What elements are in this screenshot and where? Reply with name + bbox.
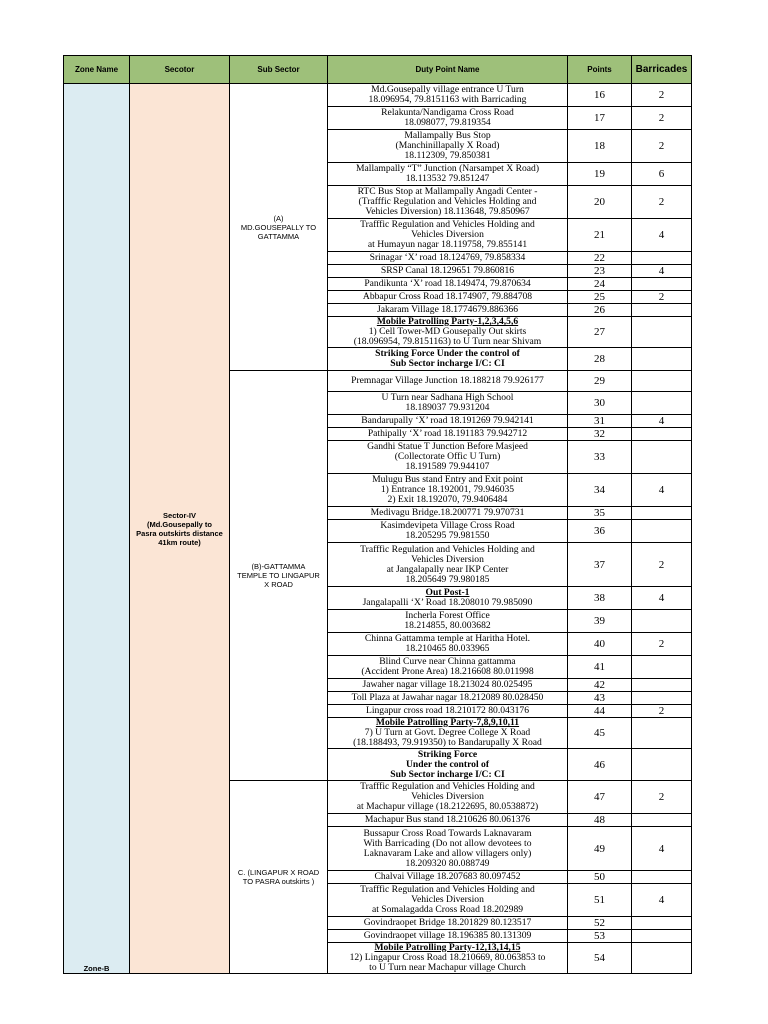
duty-point-text-line: 1) Entrance 18.192001, 79.946035 [380,484,515,495]
duty-point-text-line: Abbapur Cross Road 18.174907, 79.884708 [362,291,533,302]
barricades-cell [632,871,692,884]
duty-point-text-line: 18.191589 79.944107 [405,461,490,472]
duty-point-text-line: Trafffic Regulation and Vehicles Holding and [360,884,535,895]
duty-point-text-line: at Machapur village (18.2122695, 80.0538872) [356,801,539,812]
duty-point-text-line: RTC Bus Stop at Mallampally Angadi Center - [357,186,538,197]
duty-point-cell [328,163,568,186]
duty-point-text-line: (18.096954, 79.8151163) to U Turn near Shivam [353,336,542,347]
zone-name-header: Zone Name [64,56,130,84]
points-cell: 38 [568,587,632,610]
duty-point-text-line: Incherla Forest Office [405,610,490,621]
barricades-cell: 4 [632,587,692,610]
points-cell: 39 [568,610,632,633]
duty-point-cell [328,474,568,507]
barricades-cell [632,520,692,543]
duty-point-text-line: at Humayun nagar 18.119758, 79.855141 [367,239,528,250]
points-cell: 28 [568,348,632,371]
duty-point-text-line: Jakaram Village 18.1774679.886366 [377,304,518,315]
barricades-cell: 2 [632,130,692,163]
barricades-cell [632,679,692,692]
duty-point-name-header: Duty Point Name [328,56,568,84]
points-cell: 42 [568,679,632,692]
points-cell: 45 [568,718,632,749]
duty-point-text-line: 2) Exit 18.192070, 79.9406484 [387,494,508,505]
sector-label-line: Pasra outskirts distance [136,528,223,538]
points-cell: 46 [568,749,632,781]
duty-points-table [63,55,692,974]
duty-point-cell [328,656,568,679]
points-cell: 51 [568,884,632,917]
barricades-cell [632,392,692,415]
duty-point-text-line: Vehicles Diversion [411,791,484,802]
duty-point-text-line: Under the control of [405,758,490,770]
duty-point-cell [328,781,568,814]
duty-point-text-line: Mobile Patrolling Party-1,2,3,4,5,6 [376,316,519,327]
barricades-cell: 4 [632,265,692,278]
duty-point-text-line: Striking Force [417,748,478,760]
duty-point-cell [328,507,568,520]
duty-point-text-line: Sub Sector incharge I/C: CI [390,768,505,780]
duty-point-text-line: Striking Force Under the control of [375,348,520,359]
duty-point-text-line: Trafffic Regulation and Vehicles Holding and [360,219,535,230]
zone-name: Zone-B [83,964,110,973]
table-body [64,84,692,974]
barricades-cell: 2 [632,107,692,130]
points-cell: 50 [568,871,632,884]
points-cell: 44 [568,705,632,718]
duty-point-text-line: SRSP Canal 18.129651 79.860816 [380,265,515,276]
barricades-cell [632,930,692,943]
duty-point-text-line: 18.205649 79.980185 [405,573,490,585]
points-cell: 52 [568,917,632,930]
points-cell: 47 [568,781,632,814]
duty-point-text-line: Vehicles Diversion [411,553,484,565]
duty-point-text-line: (Accident Prone Area) 18.216608 80.011998 [361,666,534,677]
duty-point-cell [328,814,568,827]
barricades-cell: 2 [632,84,692,107]
points-cell: 43 [568,692,632,705]
duty-point-text-line: Lingapur cross road 18.210172 80.043176 [365,705,530,716]
duty-point-text-line: With Barricading (Do not allow devotees to [363,837,532,849]
sub-sector-cell [230,781,328,974]
sub-sector-label-line: (A) [273,213,284,223]
duty-point-text-line: Chalvai Village 18.207683 80.097452 [374,871,521,882]
sub-sector-header: Sub Sector [230,56,328,84]
duty-point-cell [328,186,568,219]
duty-point-cell [328,943,568,974]
barricades-cell [632,814,692,827]
points-cell: 36 [568,520,632,543]
duty-point-text-line: 18.112309, 79.850381 [404,150,491,161]
duty-point-cell [328,587,568,610]
sub-sector-label-line: TO PASRA outskirts ) [242,877,315,886]
duty-point-text-line: Jangalapalli ‘X’ Road 18.208010 79.985090 [362,597,533,608]
barricades-cell [632,348,692,371]
barricades-cell [632,441,692,474]
barricades-cell: 2 [632,291,692,304]
barricades-header: Barricades [632,56,692,84]
points-cell: 37 [568,543,632,587]
duty-point-text-line: 18.098077, 79.819354 [404,117,491,128]
duty-point-text-line: Mallampally “T” Junction (Narsampet X Road) [355,163,540,174]
sector-header: Secotor [130,56,230,84]
duty-point-text-line: 18.210465 80.033965 [405,643,490,654]
duty-point-text-line: 1) Cell Tower-MD Gousepally Out skirts [368,326,527,337]
duty-point-cell [328,219,568,252]
barricades-cell [632,749,692,781]
duty-point-text-line: (Collectorate Offic U Turn) [394,451,501,462]
duty-point-text-line: 12) Lingapur Cross Road 18.210669, 80.063853 to [349,952,546,963]
points-cell: 21 [568,219,632,252]
duty-point-text-line: at Somalagadda Cross Road 18.202989 [371,904,524,915]
duty-point-cell [328,278,568,291]
duty-point-text-line: Relakunta/Nandigama Cross Road [381,107,514,118]
duty-point-text-line: Mobile Patrolling Party-7,8,9,10,11 [375,717,520,728]
duty-point-cell [328,441,568,474]
duty-point-text-line: Chinna Gattamma temple at Haritha Hotel. [364,633,531,644]
points-cell: 16 [568,84,632,107]
barricades-cell: 4 [632,474,692,507]
barricades-cell [632,317,692,348]
duty-point-text-line: Medivagu Bridge.18.200771 79.970731 [370,507,525,518]
sub-sector-label-line: X ROAD [264,580,293,589]
duty-point-cell [328,291,568,304]
duty-point-text-line: U Turn near Sadhana High School [381,392,514,403]
sector-cell [130,84,230,974]
duty-point-text-line: Premnagar Village Junction 18.188218 79.926177 [351,375,544,386]
zone-name-cell [64,84,130,974]
duty-point-cell [328,520,568,543]
barricades-cell: 4 [632,415,692,428]
barricades-cell [632,507,692,520]
duty-point-cell [328,917,568,930]
duty-point-cell [328,84,568,107]
barricades-cell: 2 [632,543,692,587]
barricades-cell [632,943,692,974]
duty-point-cell [328,348,568,371]
sub-sector-label-line: TEMPLE TO LINGAPUR [237,571,320,580]
sub-sector-label-line: C. (LINGAPUR X ROAD [237,868,320,877]
barricades-cell [632,304,692,317]
duty-point-text-line: Kasimdevipeta Village Cross Road [380,520,515,531]
points-cell: 29 [568,371,632,392]
duty-point-text-line: Trafffic Regulation and Vehicles Holding and [360,781,535,792]
duty-point-text-line: Jawaher nagar village 18.213024 80.025495 [362,679,533,690]
duty-point-cell [328,610,568,633]
sector-label-line: Sector-IV [163,510,196,520]
points-header: Points [568,56,632,84]
points-cell: 22 [568,252,632,265]
duty-point-text-line: Trafffic Regulation and Vehicles Holding and [360,543,535,555]
points-cell: 53 [568,930,632,943]
barricades-cell [632,917,692,930]
duty-point-cell [328,392,568,415]
barricades-cell: 2 [632,186,692,219]
sub-sector-cell [230,84,328,371]
points-cell: 34 [568,474,632,507]
barricades-cell [632,610,692,633]
barricades-cell: 4 [632,884,692,917]
duty-point-text-line: 18.189037 79.931204 [405,402,490,413]
duty-point-text-line: Govindraopet Bridge 18.201829 80.123517 [363,917,532,928]
duty-point-cell [328,543,568,587]
header-row [64,56,692,84]
sector-label-line: (Md.Gousepally to [146,519,212,529]
barricades-cell [632,718,692,749]
duty-point-text-line: Mobile Patrolling Party-12,13,14,15 [374,942,521,953]
duty-point-text-line: Md.Gousepally village entrance U Turn [371,84,524,95]
duty-point-text-line: Gandhi Statue T Junction Before Masjeed [367,441,528,452]
points-cell: 26 [568,304,632,317]
duty-point-text-line: at Jangalapally near IKP Center [386,563,509,575]
barricades-cell [632,371,692,392]
duty-point-text-line: (Trafffic Regulation and Vehicles Holding and [358,196,537,207]
barricades-cell [632,656,692,679]
duty-point-text-line: Vehicles Diversion [411,894,484,905]
duty-point-text-line: 18.205295 79.981550 [405,530,490,541]
duty-point-cell [328,415,568,428]
points-cell: 32 [568,428,632,441]
duty-point-text-line: Govindraopet village 18.196385 80.131309 [363,930,532,941]
barricades-cell: 4 [632,219,692,252]
sub-sector-cell [230,371,328,781]
duty-point-cell [328,871,568,884]
barricades-cell: 6 [632,163,692,186]
duty-point-text-line: Blind Curve near Chinna gattamma [379,656,516,667]
barricades-cell [632,428,692,441]
duty-point-text-line: Bussapur Cross Road Towards Laknavaram [363,827,532,839]
duty-point-text-line: Vehicles Diversion [411,229,484,240]
duty-point-cell [328,130,568,163]
barricades-cell: 2 [632,633,692,656]
duty-point-text-line: to U Turn near Machapur village Church [369,962,526,973]
duty-point-cell [328,428,568,441]
sector-label-line: 41km route) [158,537,201,547]
duty-point-cell [328,371,568,392]
duty-point-text-line: Out Post-1 [425,587,470,598]
duty-point-text-line: 18.096954, 79.8151163 with Barricading [368,94,527,105]
duty-point-text-line: Mulugu Bus stand Entry and Exit point [372,474,523,485]
points-cell: 35 [568,507,632,520]
points-cell: 30 [568,392,632,415]
points-cell: 23 [568,265,632,278]
points-cell: 48 [568,814,632,827]
duty-point-cell [328,633,568,656]
barricades-cell: 4 [632,827,692,871]
points-cell: 31 [568,415,632,428]
points-cell: 33 [568,441,632,474]
duty-point-cell [328,692,568,705]
points-cell: 41 [568,656,632,679]
duty-point-cell [328,718,568,749]
duty-point-cell [328,705,568,718]
duty-point-text-line: Sub Sector incharge I/C: CI [390,358,505,369]
duty-point-cell [328,827,568,871]
duty-point-cell [328,749,568,781]
points-cell: 40 [568,633,632,656]
duty-point-text-line: 18.113532 79.851247 [405,173,490,184]
duty-point-cell [328,930,568,943]
barricades-cell: 2 [632,705,692,718]
duty-point-cell [328,317,568,348]
duty-point-text-line: Pandikunta ‘X’ road 18.149474, 79.870634 [364,278,531,289]
duty-point-text-line: Srinagar ‘X’ road 18.124769, 79.858334 [369,252,526,263]
duty-point-cell [328,107,568,130]
points-cell: 19 [568,163,632,186]
barricades-cell [632,252,692,265]
duty-point-cell [328,265,568,278]
duty-point-text-line: Pathipally ‘X’ road 18.191183 79.942712 [367,428,528,439]
points-cell: 20 [568,186,632,219]
points-cell: 24 [568,278,632,291]
duty-point-cell [328,252,568,265]
duty-point-cell [328,679,568,692]
duty-point-text-line: Mallampally Bus Stop [404,130,491,141]
duty-points-sheet [63,55,691,974]
points-cell: 25 [568,291,632,304]
duty-point-text-line: 18.209320 80.088749 [405,857,490,869]
points-cell: 49 [568,827,632,871]
duty-point-cell [328,884,568,917]
duty-point-text-line: Vehicles Diversion) 18.113648, 79.850967 [365,206,530,217]
points-cell: 18 [568,130,632,163]
points-cell: 27 [568,317,632,348]
duty-point-text-line: (Manchinillapally X Road) [395,140,500,151]
sub-sector-label-line: GATTAMMA [257,231,300,241]
duty-point-cell [328,304,568,317]
points-cell: 54 [568,943,632,974]
barricades-cell: 2 [632,781,692,814]
sub-sector-label-line: (B)-GATTAMMA [251,562,306,571]
duty-point-text-line: Laknavaram Lake and allow villagers only) [363,847,532,859]
barricades-cell [632,692,692,705]
duty-point-text-line: Machapur Bus stand 18.210626 80.061376 [364,814,531,825]
duty-point-text-line: Toll Plaza at Jawahar nagar 18.212089 80.028450 [351,692,544,703]
duty-point-text-line: Bandarupally ‘X’ road 18.191269 79.942141 [361,415,534,426]
points-cell: 17 [568,107,632,130]
duty-point-text-line: 7) U Turn at Govt. Degree College X Road [364,727,531,738]
sub-sector-label-line: MD.GOUSEPALLY TO [240,222,317,232]
table-row [64,84,692,107]
barricades-cell [632,278,692,291]
duty-point-text-line: (18.188493, 79.919350) to Bandarupally X Road [353,737,542,748]
duty-point-text-line: 18.214855, 80.003682 [404,620,491,631]
